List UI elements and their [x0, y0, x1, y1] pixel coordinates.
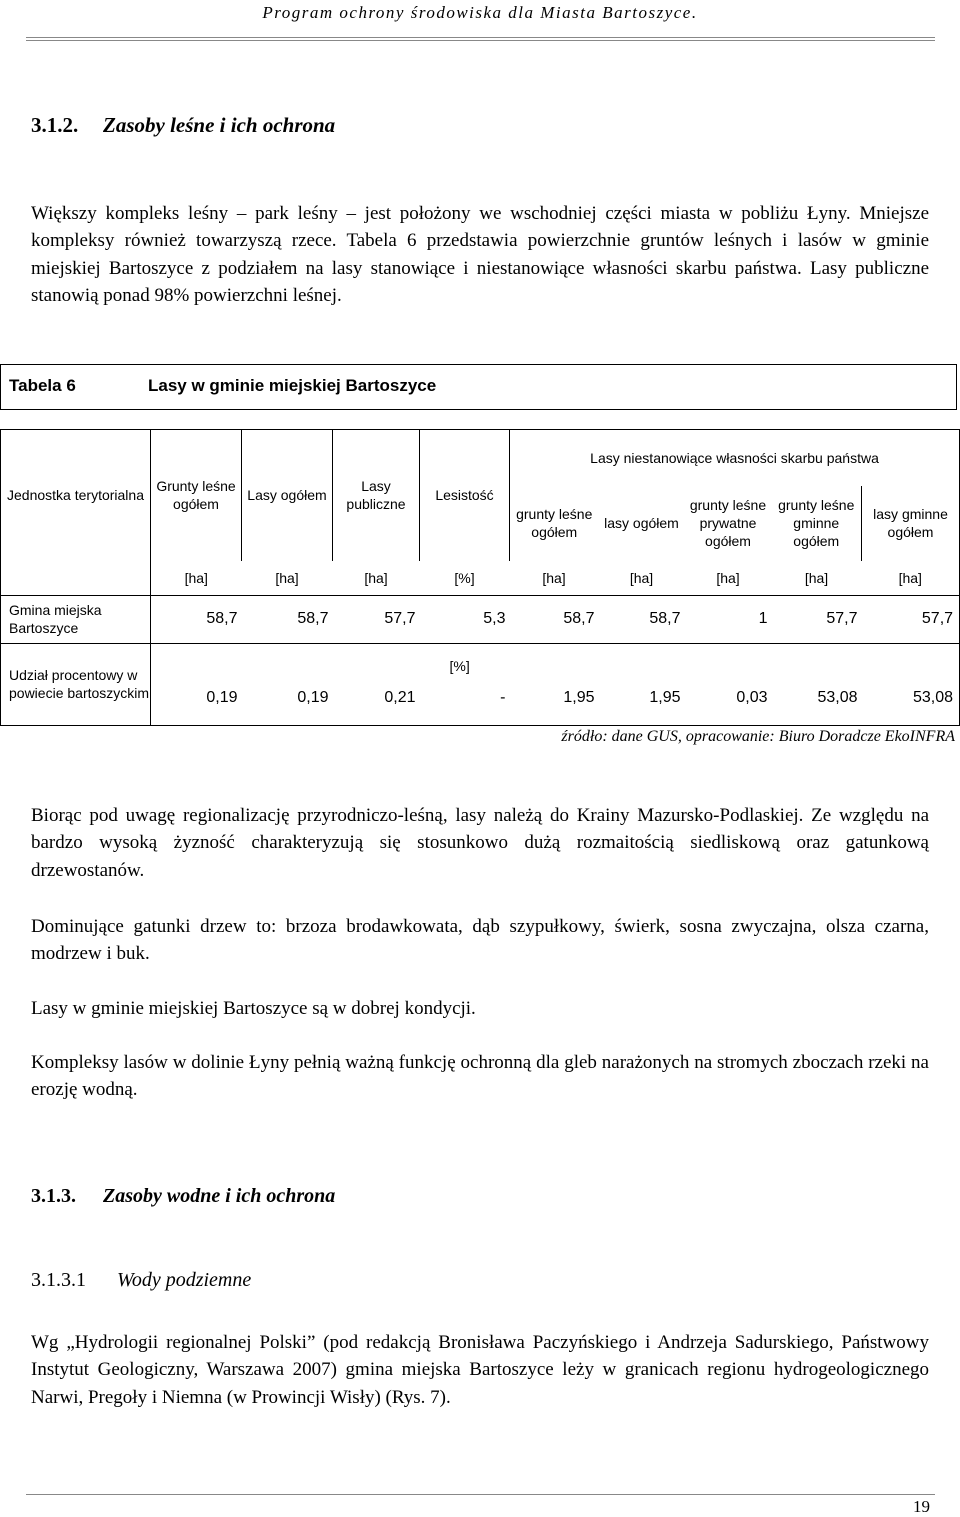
- unit-9: [ha]: [862, 561, 960, 596]
- cell: 53,08: [862, 643, 960, 725]
- unit-8: [ha]: [804, 569, 829, 586]
- header-col-9: lasy gminne ogółem: [862, 486, 960, 561]
- section-title: Zasoby wodne i ich ochrona: [103, 1185, 336, 1207]
- section-heading-312: [31, 113, 335, 138]
- paragraph-protection: Kompleksy lasów w dolinie Łyny pełnią ważną funkcję ochronną dla gleb narażonych na stromych zboczach rzeki na erozję wodną.: [31, 1052, 929, 1101]
- pct-unit-label: [%]: [449, 657, 470, 674]
- paragraph-hydrology: Wg „Hydrologii regionalnej Polski” (pod redakcją Bronisława Paczyńskiego i Andrzeja Sadurskiego, Państwowy Instytut Geologiczny, Warszawa 2007) gmina miejska Bartoszyce leży w granicach regionu hydrogeologicznego Narwi, Pregoły i Niemna (w Prowincji Wisły) (Rys. 7).: [31, 1332, 929, 1408]
- paragraph-species: Dominujące gatunki drzew to: brzoza brodawkowata, dąb szypułkowy, świerk, sosna zwyczajna, olsza czarna, modrzew i buk.: [31, 916, 929, 965]
- section-title: Wody podziemne: [117, 1269, 252, 1291]
- header-col-8: grunty leśne gminne ogółem: [778, 497, 855, 549]
- header-col-2: Lasy ogółem: [242, 430, 333, 561]
- header-col-4: Lesistość: [420, 430, 510, 561]
- row-label-udzial: Udział procentowy w powiecie bartoszyckim: [1, 643, 151, 725]
- table-title: Lasy w gminie miejskiej Bartoszyce: [148, 376, 437, 395]
- header-col-7: grunty leśne prywatne ogółem: [689, 497, 767, 549]
- header-col-3: Lasy publiczne: [333, 430, 420, 561]
- unit-6: [ha]: [629, 569, 654, 586]
- unit-2: [ha]: [275, 569, 299, 586]
- cell: 57,7: [772, 595, 862, 643]
- cell: 58,7: [510, 595, 599, 643]
- cell: 0,19: [151, 643, 242, 725]
- cell: 0,03: [685, 643, 772, 725]
- unit-1: [ha]: [184, 569, 208, 586]
- header-unit: Jednostka terytorialna: [1, 430, 151, 561]
- page-number: 19: [913, 1497, 930, 1516]
- table-source: źródło: dane GUS, opracowanie: Biuro Doradcze EkoINFRA: [561, 728, 955, 745]
- cell: 58,7: [151, 595, 242, 643]
- section-title: Zasoby leśne i ich ochrona: [103, 113, 336, 137]
- cell-lesistosc: [420, 643, 510, 725]
- unit-3: [ha]: [364, 569, 388, 586]
- header-rule-secondary: [26, 40, 935, 41]
- section-number: 3.1.2.: [31, 113, 79, 137]
- cell: 57,7: [862, 595, 960, 643]
- unit-5: [ha]: [542, 569, 566, 586]
- cell: 57,7: [333, 595, 420, 643]
- unit-4: [%]: [454, 569, 475, 586]
- cell: 1: [685, 595, 772, 643]
- cell: 0,19: [242, 643, 333, 725]
- unit-row-empty: [1, 561, 151, 596]
- cell: 58,7: [242, 595, 333, 643]
- header-col-5: grunty leśne ogółem: [510, 486, 599, 561]
- unit-7: [ha]: [716, 569, 740, 586]
- table-row: [1, 595, 960, 643]
- section-heading-313: [31, 1185, 335, 1208]
- cell: 1,95: [599, 643, 685, 725]
- cell: 1,95: [510, 643, 599, 725]
- paragraph-regionalization: Biorąc pod uwagę regionalizację przyrodniczo-leśną, lasy należą do Krainy Mazursko-Podlaskiej. Ze względu na bardzo wysoką żyzność charakteryzują się stosunkowo dużą rozmaitością siedliskową oraz gatunkową drzewostanów.: [31, 805, 929, 881]
- cell: 58,7: [599, 595, 685, 643]
- cell: -: [500, 689, 506, 706]
- paragraph-condition: Lasy w gminie miejskiej Bartoszyce są w dobrej kondycji.: [31, 998, 476, 1019]
- section-number: 3.1.3.: [31, 1185, 76, 1207]
- running-header: Program ochrony środowiska dla Miasta Bartoszyce.: [262, 3, 698, 22]
- table-label: Tabela 6: [9, 376, 76, 395]
- row-label-gmina: Gmina miejska Bartoszyce: [1, 595, 151, 643]
- cell: 5,3: [420, 595, 510, 643]
- section-heading-3131: [31, 1269, 251, 1292]
- intro-paragraph: Większy kompleks leśny – park leśny – jest położony we wschodniej części miasta w pobliżu Łyny. Mniejsze kompleksy również towarzyszą rzece. Tabela 6 przedstawia powierzchnie gruntów leśnych i lasów w gminie miejskiej Bartoszyce z podziałem na lasy stanowiące i niestanowiące własności skarbu państwa. Lasy publiczne stanowią ponad 98% powierzchni leśnej.: [31, 203, 929, 306]
- forest-table: [0, 429, 959, 726]
- header-col-6: lasy ogółem: [604, 515, 679, 531]
- header-rule: [26, 37, 935, 38]
- table-row: [1, 643, 960, 725]
- cell: 0,21: [333, 643, 420, 725]
- section-number: 3.1.3.1: [31, 1269, 86, 1291]
- footer-rule: [26, 1494, 935, 1495]
- header-group: Lasy niestanowiące własności skarbu państwa: [510, 430, 960, 486]
- header-col-1: Grunty leśne ogółem: [151, 430, 242, 561]
- cell: 53,08: [772, 643, 862, 725]
- table-caption: [0, 364, 957, 410]
